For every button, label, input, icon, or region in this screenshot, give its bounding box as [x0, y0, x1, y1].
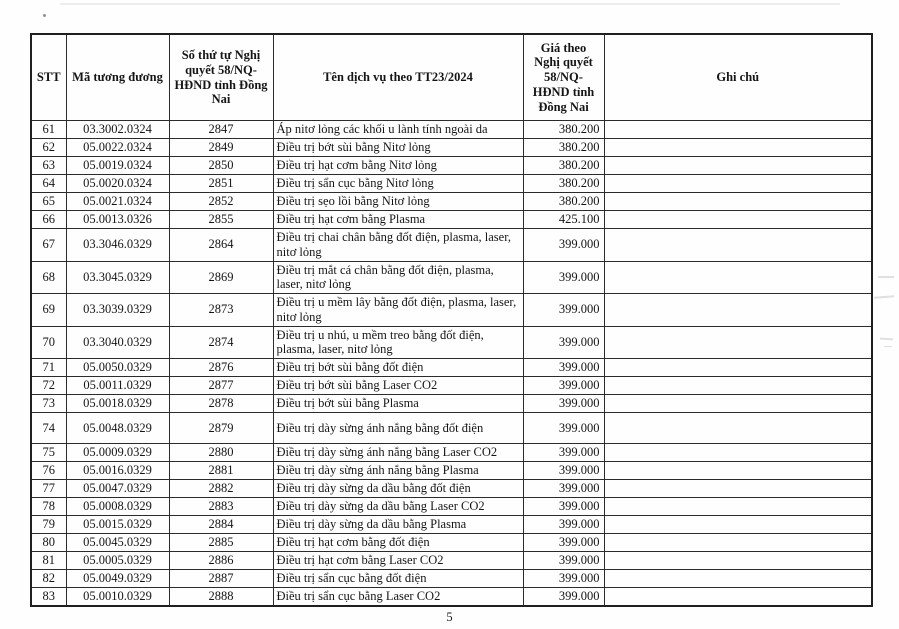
col-header-price: Giá theo Nghị quyết 58/NQ-HĐND tỉnh Đồng Nai [523, 34, 604, 121]
seq-cell: 2869 [169, 261, 273, 294]
service-cell: Điều trị sẩn cục bằng Laser CO2 [273, 588, 523, 606]
note-cell [604, 359, 872, 377]
note-cell [604, 480, 872, 498]
note-cell [604, 570, 872, 588]
code-cell: 03.3039.0329 [66, 294, 169, 327]
table-row [31, 211, 872, 229]
note-cell [604, 121, 872, 139]
scan-artifact [878, 276, 894, 278]
stt-cell: 76 [31, 462, 66, 480]
price-cell: 399.000 [523, 570, 604, 588]
note-cell [604, 413, 872, 444]
table-row [31, 516, 872, 534]
note-cell [604, 395, 872, 413]
seq-cell: 2880 [169, 444, 273, 462]
scan-artifact [880, 338, 893, 341]
code-cell: 05.0021.0324 [66, 193, 169, 211]
seq-cell: 2877 [169, 377, 273, 395]
service-cell: Điều trị u nhú, u mềm treo bằng đốt điện, plasma, laser, nitơ lỏng [273, 326, 523, 359]
table-row [31, 534, 872, 552]
price-cell: 399.000 [523, 261, 604, 294]
seq-cell: 2887 [169, 570, 273, 588]
seq-cell: 2850 [169, 157, 273, 175]
table-row [31, 588, 872, 606]
price-cell: 380.200 [523, 175, 604, 193]
stt-cell: 81 [31, 552, 66, 570]
note-cell [604, 552, 872, 570]
service-cell: Điều trị dày sừng ánh nắng bằng Plasma [273, 462, 523, 480]
code-cell: 05.0019.0324 [66, 157, 169, 175]
code-cell: 05.0008.0329 [66, 498, 169, 516]
stt-cell: 80 [31, 534, 66, 552]
seq-cell: 2885 [169, 534, 273, 552]
price-cell: 399.000 [523, 588, 604, 606]
table-body [31, 121, 872, 606]
col-header-service: Tên dịch vụ theo TT23/2024 [273, 34, 523, 121]
seq-cell: 2879 [169, 413, 273, 444]
code-cell: 05.0005.0329 [66, 552, 169, 570]
code-cell: 03.3045.0329 [66, 261, 169, 294]
service-cell: Điều trị hạt cơm bằng Plasma [273, 211, 523, 229]
service-cell: Điều trị sẹo lồi bằng Nitơ lỏng [273, 193, 523, 211]
table-row [31, 175, 872, 193]
price-cell: 380.200 [523, 139, 604, 157]
table-row [31, 462, 872, 480]
stt-cell: 73 [31, 395, 66, 413]
stt-cell: 61 [31, 121, 66, 139]
price-cell: 399.000 [523, 480, 604, 498]
stt-cell: 66 [31, 211, 66, 229]
note-cell [604, 193, 872, 211]
table-row [31, 157, 872, 175]
stt-cell: 83 [31, 588, 66, 606]
stt-cell: 63 [31, 157, 66, 175]
service-cell: Điều trị hạt cơm bằng đốt điện [273, 534, 523, 552]
code-cell: 03.3046.0329 [66, 229, 169, 262]
service-cell: Điều trị u mềm lây bằng đốt điện, plasma, laser, nitơ lỏng [273, 294, 523, 327]
col-header-code: Mã tương đương [66, 34, 169, 121]
price-cell: 380.200 [523, 193, 604, 211]
stt-cell: 72 [31, 377, 66, 395]
scan-artifact [884, 346, 892, 347]
service-cell: Áp nitơ lỏng các khối u lành tính ngoài da [273, 121, 523, 139]
price-cell: 380.200 [523, 157, 604, 175]
note-cell [604, 516, 872, 534]
stt-cell: 64 [31, 175, 66, 193]
price-cell: 399.000 [523, 326, 604, 359]
table-header-row [31, 34, 872, 121]
code-cell: 05.0011.0329 [66, 377, 169, 395]
code-cell: 05.0009.0329 [66, 444, 169, 462]
table-row [31, 377, 872, 395]
code-cell: 05.0013.0326 [66, 211, 169, 229]
price-cell: 399.000 [523, 534, 604, 552]
service-cell: Điều trị dày sừng ánh nắng bằng Laser CO2 [273, 444, 523, 462]
seq-cell: 2878 [169, 395, 273, 413]
service-cell: Điều trị sẩn cục bằng đốt điện [273, 570, 523, 588]
scan-artifact [874, 295, 894, 298]
service-cell: Điều trị bớt sùi bằng đốt điện [273, 359, 523, 377]
code-cell: 03.3040.0329 [66, 326, 169, 359]
seq-cell: 2855 [169, 211, 273, 229]
note-cell [604, 462, 872, 480]
seq-cell: 2873 [169, 294, 273, 327]
service-cell: Điều trị dày sừng da dầu bằng đốt điện [273, 480, 523, 498]
code-cell: 05.0020.0324 [66, 175, 169, 193]
stt-cell: 82 [31, 570, 66, 588]
stt-cell: 77 [31, 480, 66, 498]
price-cell: 399.000 [523, 377, 604, 395]
table-row [31, 395, 872, 413]
seq-cell: 2874 [169, 326, 273, 359]
price-cell: 399.000 [523, 359, 604, 377]
table-row [31, 139, 872, 157]
service-cell: Điều trị hạt cơm bằng Nitơ lỏng [273, 157, 523, 175]
col-header-stt: STT [31, 34, 66, 121]
seq-cell: 2888 [169, 588, 273, 606]
note-cell [604, 211, 872, 229]
service-price-table [30, 33, 873, 607]
table-row [31, 326, 872, 359]
service-cell: Điều trị dày sừng da dầu bằng Laser CO2 [273, 498, 523, 516]
service-cell: Điều trị dày sừng ánh nắng bằng đốt điện [273, 413, 523, 444]
stt-cell: 74 [31, 413, 66, 444]
note-cell [604, 326, 872, 359]
seq-cell: 2881 [169, 462, 273, 480]
scan-artifact [60, 3, 840, 5]
seq-cell: 2882 [169, 480, 273, 498]
price-cell: 425.100 [523, 211, 604, 229]
service-cell: Điều trị bớt sùi bằng Laser CO2 [273, 377, 523, 395]
seq-cell: 2849 [169, 139, 273, 157]
seq-cell: 2883 [169, 498, 273, 516]
price-cell: 399.000 [523, 444, 604, 462]
stt-cell: 68 [31, 261, 66, 294]
table-row [31, 552, 872, 570]
seq-cell: 2852 [169, 193, 273, 211]
table-row [31, 480, 872, 498]
col-header-note: Ghi chú [604, 34, 872, 121]
price-cell: 399.000 [523, 516, 604, 534]
stt-cell: 75 [31, 444, 66, 462]
service-cell: Điều trị hạt cơm bằng Laser CO2 [273, 552, 523, 570]
table-row [31, 261, 872, 294]
price-cell: 399.000 [523, 294, 604, 327]
stt-cell: 62 [31, 139, 66, 157]
stt-cell: 69 [31, 294, 66, 327]
note-cell [604, 261, 872, 294]
seq-cell: 2886 [169, 552, 273, 570]
price-cell: 399.000 [523, 552, 604, 570]
table-row [31, 121, 872, 139]
price-cell: 399.000 [523, 395, 604, 413]
stt-cell: 67 [31, 229, 66, 262]
service-cell: Điều trị bớt sùi bằng Nitơ lỏng [273, 139, 523, 157]
service-cell: Điều trị mắt cá chân bằng đốt điện, plasma, laser, nitơ lỏng [273, 261, 523, 294]
table-row [31, 413, 872, 444]
seq-cell: 2864 [169, 229, 273, 262]
code-cell: 03.3002.0324 [66, 121, 169, 139]
seq-cell: 2851 [169, 175, 273, 193]
note-cell [604, 157, 872, 175]
price-cell: 399.000 [523, 413, 604, 444]
note-cell [604, 444, 872, 462]
service-cell: Điều trị dày sừng da dầu bằng Plasma [273, 516, 523, 534]
table-row [31, 294, 872, 327]
service-cell: Điều trị chai chân bằng đốt điện, plasma, laser, nitơ lỏng [273, 229, 523, 262]
stt-cell: 79 [31, 516, 66, 534]
code-cell: 05.0015.0329 [66, 516, 169, 534]
seq-cell: 2884 [169, 516, 273, 534]
code-cell: 05.0022.0324 [66, 139, 169, 157]
code-cell: 05.0045.0329 [66, 534, 169, 552]
table-row [31, 498, 872, 516]
code-cell: 05.0010.0329 [66, 588, 169, 606]
code-cell: 05.0050.0329 [66, 359, 169, 377]
table-row [31, 359, 872, 377]
table-row [31, 229, 872, 262]
note-cell [604, 175, 872, 193]
stt-cell: 70 [31, 326, 66, 359]
price-cell: 380.200 [523, 121, 604, 139]
scan-artifact [43, 14, 46, 17]
stt-cell: 78 [31, 498, 66, 516]
note-cell [604, 229, 872, 262]
col-header-seq: Số thứ tự Nghị quyết 58/NQ-HĐND tỉnh Đồng Nai [169, 34, 273, 121]
note-cell [604, 139, 872, 157]
price-cell: 399.000 [523, 229, 604, 262]
code-cell: 05.0018.0329 [66, 395, 169, 413]
service-cell: Điều trị bớt sùi bằng Plasma [273, 395, 523, 413]
table-row [31, 193, 872, 211]
table-row [31, 570, 872, 588]
code-cell: 05.0048.0329 [66, 413, 169, 444]
note-cell [604, 377, 872, 395]
page-number: 5 [446, 610, 453, 624]
note-cell [604, 294, 872, 327]
code-cell: 05.0047.0329 [66, 480, 169, 498]
note-cell [604, 588, 872, 606]
note-cell [604, 534, 872, 552]
code-cell: 05.0016.0329 [66, 462, 169, 480]
seq-cell: 2847 [169, 121, 273, 139]
stt-cell: 71 [31, 359, 66, 377]
stt-cell: 65 [31, 193, 66, 211]
seq-cell: 2876 [169, 359, 273, 377]
code-cell: 05.0049.0329 [66, 570, 169, 588]
price-cell: 399.000 [523, 462, 604, 480]
service-cell: Điều trị sẩn cục bằng Nitơ lỏng [273, 175, 523, 193]
note-cell [604, 498, 872, 516]
table-row [31, 444, 872, 462]
price-cell: 399.000 [523, 498, 604, 516]
